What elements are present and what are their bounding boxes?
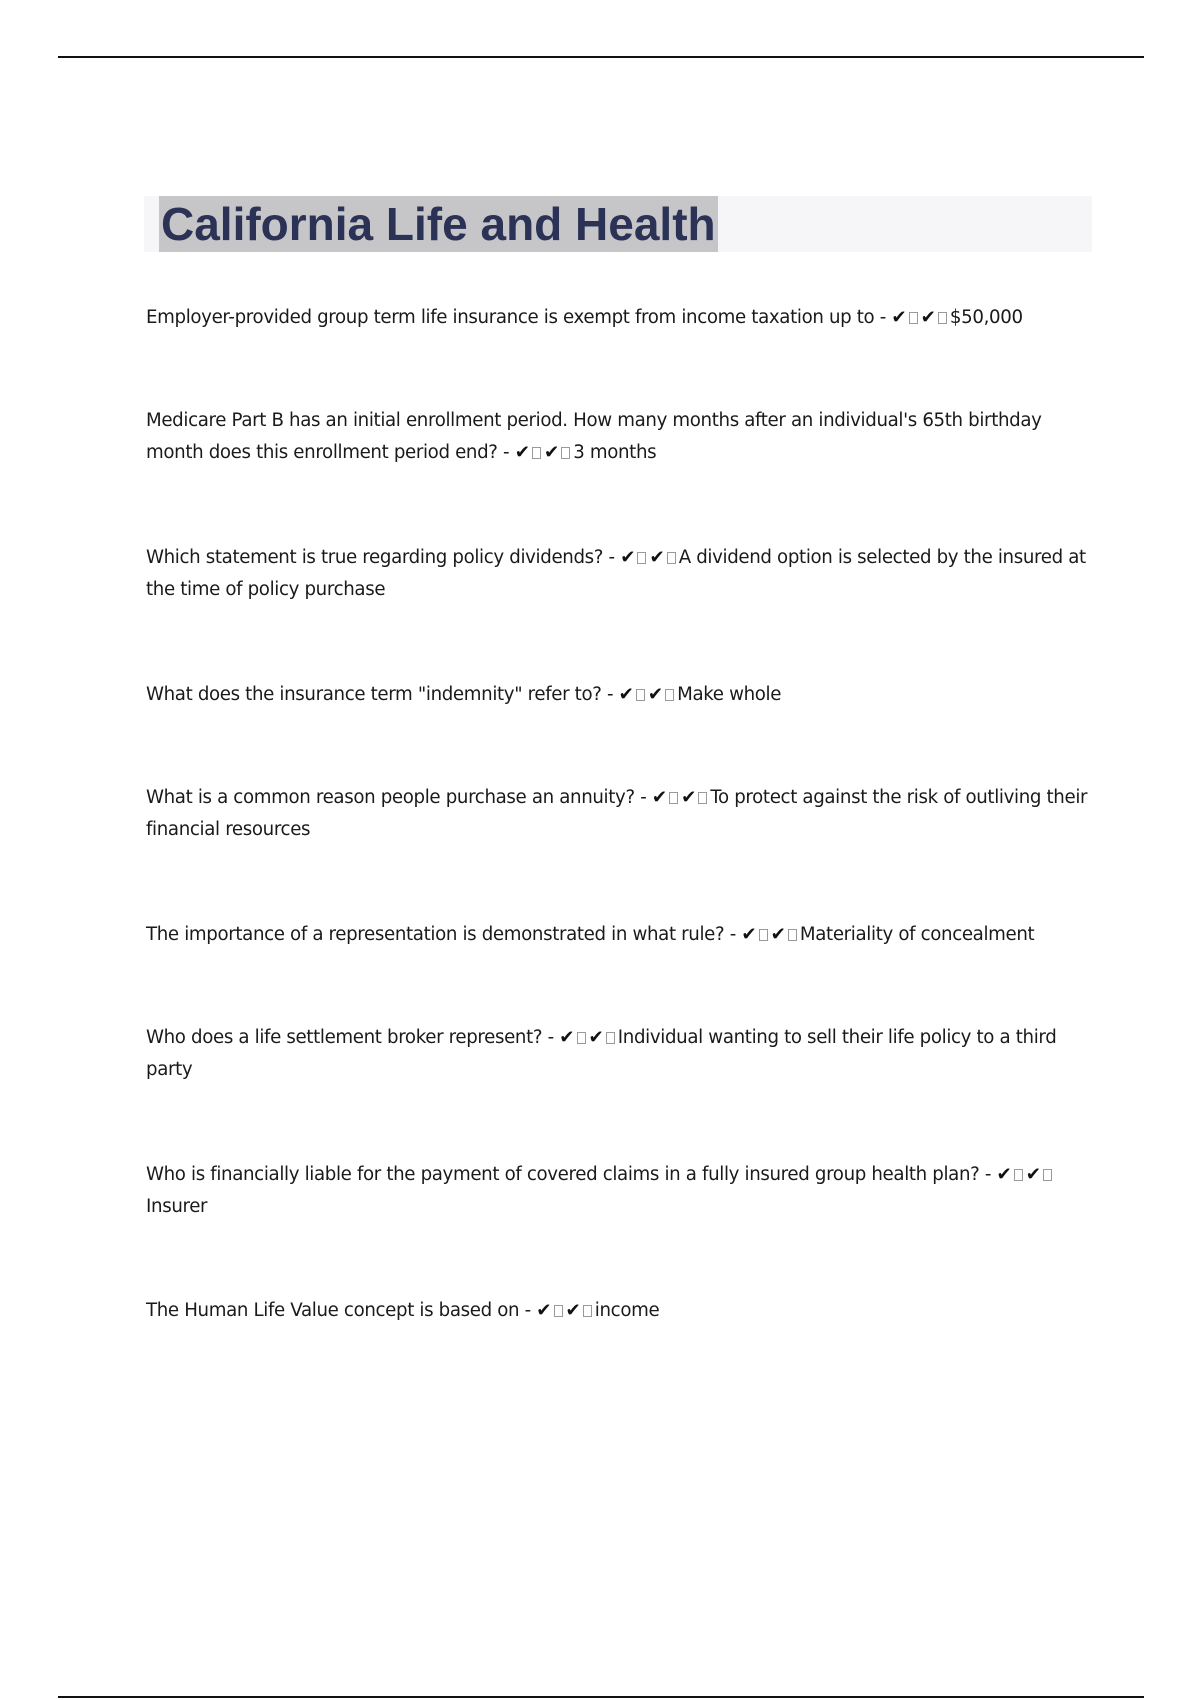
question-text: What is a common reason people purchase an annuity? [146,787,635,808]
separator: - [542,1027,560,1048]
missing-glyph-box-icon [909,312,918,324]
separator: - [519,1300,537,1321]
check-icon: ✔ [996,1164,1012,1185]
qa-item [146,919,1096,951]
answer-text: Individual wanting to sell their life policy to a third party [146,1027,1057,1080]
missing-glyph-box-icon [667,552,676,564]
answer-text: Insurer [146,1196,208,1217]
missing-glyph-box-icon [938,312,947,324]
check-icon: ✔ [647,684,664,705]
check-icon: ✔ [559,1027,575,1048]
separator: - [603,547,621,568]
question-text: Who is financially liable for the payment of covered claims in a fully insured group health plan? [146,1164,980,1185]
separator: - [634,787,652,808]
missing-glyph-box-icon [577,1032,586,1044]
check-icon: ✔ [543,442,560,463]
missing-glyph-box-icon [665,689,674,701]
check-icon: ✔ [536,1300,552,1321]
missing-glyph-box-icon [554,1305,563,1317]
question-text: The Human Life Value concept is based on [146,1300,520,1321]
missing-glyph-box-icon [636,689,645,701]
qa-item [146,679,1096,711]
question-text: What does the insurance term "indemnity" refer to? [146,684,602,705]
check-icon: ✔ [514,442,530,463]
check-icon: ✔ [588,1027,604,1048]
missing-glyph-box-icon [1014,1169,1023,1181]
check-icon: ✔ [618,684,634,705]
check-icon: ✔ [741,924,757,945]
check-icon: ✔ [1025,1164,1042,1185]
question-text: The importance of a representation is demonstrated in what rule? [146,924,725,945]
footer-rule [58,1696,1144,1698]
missing-glyph-box-icon [788,929,797,941]
answer-text: To protect against the risk of outliving their financial resources [146,787,1088,840]
question-text: Which statement is true regarding policy dividends? [146,547,604,568]
separator: - [724,924,742,945]
answer-text: Make whole [677,684,782,705]
missing-glyph-box-icon [698,792,707,804]
separator: - [874,307,892,328]
answer-text: income [594,1300,660,1321]
qa-item [146,542,1096,606]
document-title: California Life and Health [161,198,716,250]
missing-glyph-box-icon [583,1305,592,1317]
check-icon: ✔ [891,307,907,328]
qa-item [146,1022,1096,1086]
separator: - [497,442,515,463]
check-icon: ✔ [620,547,636,568]
answer-text: 3 months [573,442,657,463]
check-icon: ✔ [649,547,665,568]
question-text: Medicare Part B has an initial enrollment period. How many months after an individual's 65th birthday month does this enrollment period end? [146,410,1042,463]
missing-glyph-box-icon [606,1032,615,1044]
question-text: Who does a life settlement broker represent? [146,1027,543,1048]
question-text: Employer-provided group term life insurance is exempt from income taxation up to [146,307,875,328]
check-icon: ✔ [651,787,668,808]
qa-item [146,1295,1096,1327]
missing-glyph-box-icon [532,447,541,459]
title-highlight [159,196,718,252]
answer-text: A dividend option is selected by the insured at the time of policy purchase [146,547,1086,600]
qa-item [146,1159,1096,1223]
check-icon: ✔ [770,924,786,945]
separator: - [601,684,619,705]
header-rule [58,56,1144,58]
answer-text: $50,000 [949,307,1023,328]
qa-item [146,405,1096,469]
missing-glyph-box-icon [759,929,768,941]
check-icon: ✔ [920,307,936,328]
missing-glyph-box-icon [1043,1169,1052,1181]
missing-glyph-box-icon [561,447,570,459]
missing-glyph-box-icon [669,792,678,804]
missing-glyph-box-icon [637,552,646,564]
qa-item [146,782,1096,846]
separator: - [979,1164,997,1185]
check-icon: ✔ [681,787,697,808]
qa-item [146,302,1096,334]
answer-text: Materiality of concealment [799,924,1035,945]
check-icon: ✔ [565,1300,581,1321]
